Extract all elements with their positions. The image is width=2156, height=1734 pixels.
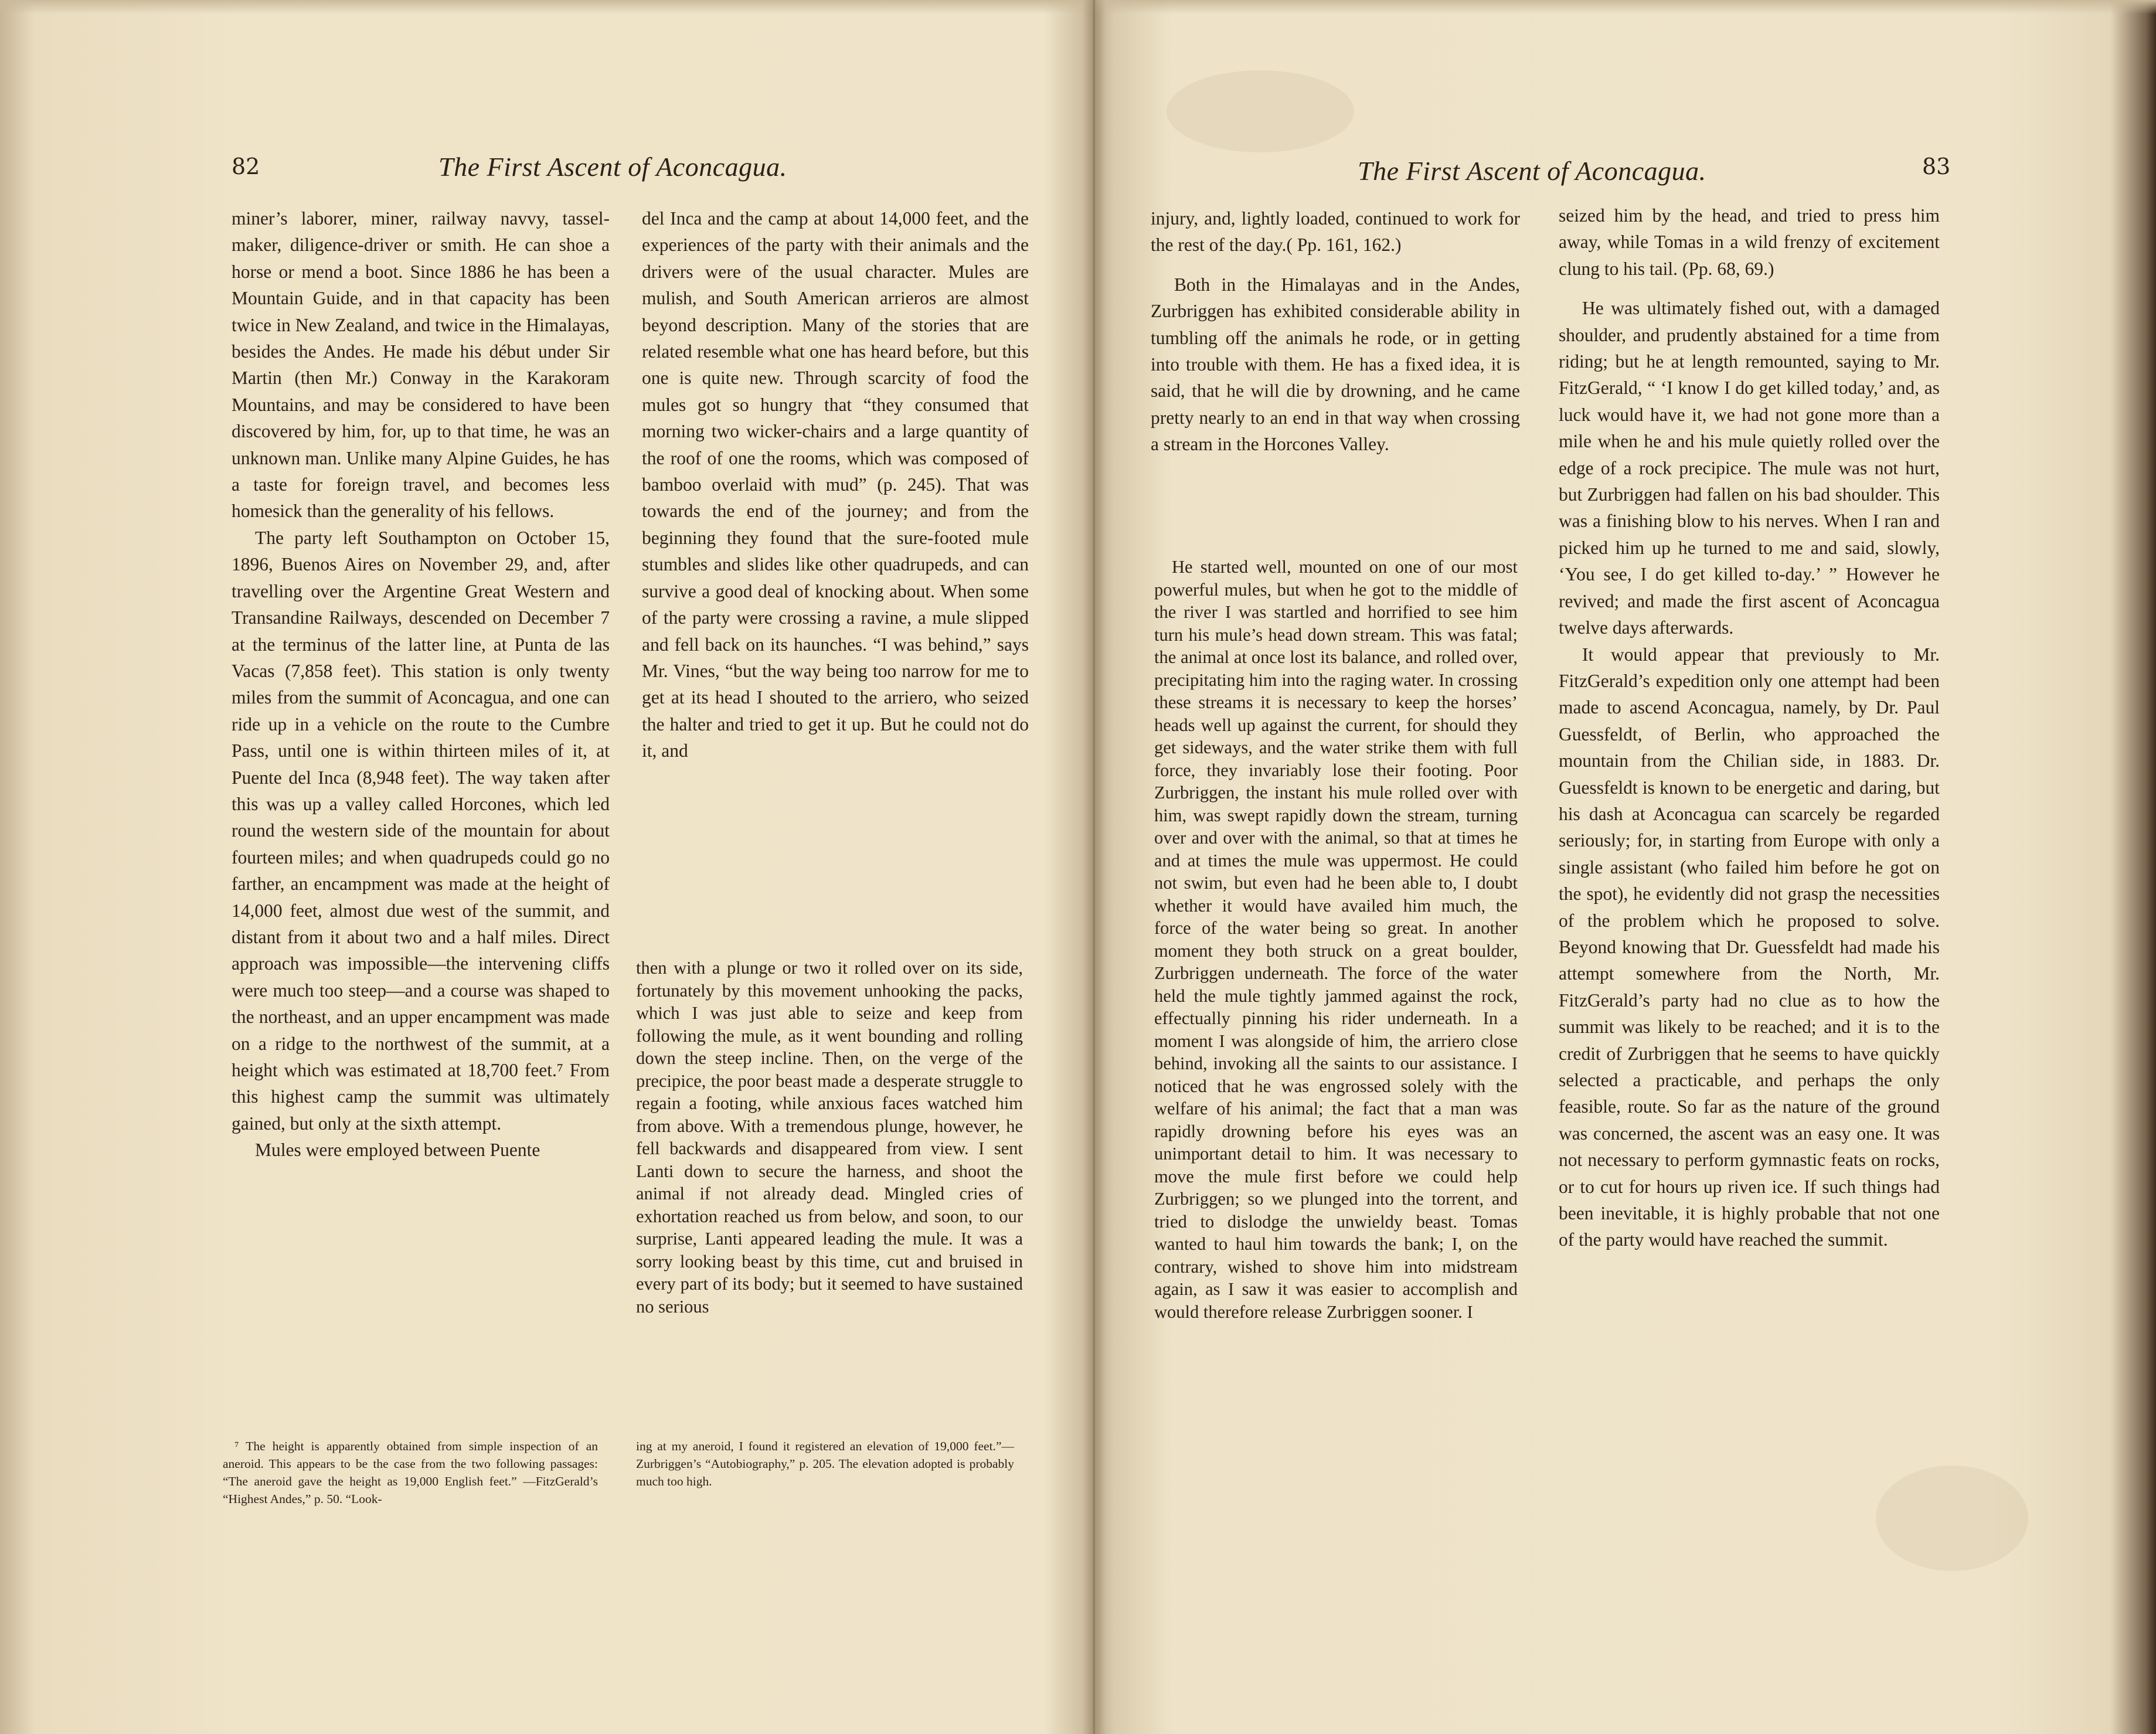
footnote-7: [223, 1437, 598, 1508]
right-page-column-1: [1151, 205, 1520, 458]
paragraph: injury, and, lightly loaded, continued to work for the rest of the day.( Pp. 161, 162.): [1151, 208, 1520, 256]
paragraph: It would appear that previously to Mr. FitzGerald’s expedition only one attempt had been made to ascend Aconcagua, namely, by Dr. Paul Guessfeldt, of Berlin, who approached the mountain from the Chilian side, in 1883. Dr. Guessfeldt is known to be energetic and daring, but his dash at Aconcagua can scarcely be regarded seriously; for, in starting from Europe with only a single assistant (who failed him before he got on the spot), he evidently did not grasp the necessities of the problem which he proposed to solve. Beyond knowing that Dr. Guessfeldt had made his attempt somewhere from the North, Mr. FitzGerald’s party had no clue as to how the summit was likely to be reached; and it is to the credit of Zurbriggen that he seems to have quickly selected a practicable, and perhaps the only feasible, route. So far as the nature of the ground was concerned, the ascent was an easy one. It was not necessary to perform gymnastic feats on rocks, or to cut for hours up riven ice. If such things had been inevitable, it is highly probable that not one of the party would have reached the summit.: [1559, 644, 1940, 1250]
book-gutter: [1082, 0, 1106, 1734]
quote-text: He started well, mounted on one of our most powerful mules, but when he got to the middle of the river I was startled and horrified to see him turn his mule’s head down stream. This was fatal; the animal at once lost its balance, and rolled over, precipitating him into the raging water. In crossing these streams it is necessary to keep the horses’ heads well up against the current, for should they get sideways, and the water strike them with full force, they invariably lose their footing. Poor Zurbriggen, the instant his mule rolled over with him, was swept rapidly down the stream, turning over and over with the animal, so that at times he and at times the mule was uppermost. He could not swim, but even had he been able to, I doubt whether it would have availed him much, the force of the water being so great. In another moment they both struck on a great boulder, Zurbriggen underneath. The force of the water held the mule tightly jammed against the rock, effectually pinning his rider underneath. In a moment I was alongside of him, the arriero close behind, invoking all the saints to our assistance. I noticed that he was engrossed solely with the welfare of his animal; the fact that a man was rapidly drowning before his eyes was an unimportant detail to him. It was necessary to move the mule first before we could help Zurbriggen; so we plunged into the torrent, and tried to dislodge the unwieldy beast. Tomas wanted to haul him towards the bank; I, on the contrary, wished to shove him into midstream again, as I saw it was easier to accomplish and would therefore release Zurbriggen sooner. I: [1154, 557, 1518, 1322]
left-page-column-1: [232, 205, 610, 1164]
paragraph: del Inca and the camp at about 14,000 feet, and the experiences of the party with their animals and the drivers were of the usual character. Mules are mulish, and South American arrieros are almost beyond description. Many of the stories that are related resemble what one has heard before, but this one is quite new. Through scarcity of food the mules got so hungry that “they consumed that morning two wicker-chairs and a large quantity of the roof of one the rooms, which was composed of bamboo overlaid with mud” (p. 245). That was towards the end of the journey; and from the beginning they found that the sure-footed mule stumbles and slides like other quadrupeds, and can survive a good deal of knocking about. When some of the party were crossing a ravine, a mule slipped and fell back on its haunches. “I was behind,” says Mr. Vines, “but the way being too narrow for me to get at its head I shouted to the arriero, who seized the halter and tried to get it up. But he could not do it, and: [642, 208, 1029, 761]
paragraph: Mules were employed between Puente: [255, 1140, 540, 1161]
footnote-7-continued: [636, 1437, 1014, 1490]
block-quote-mule-fall: [636, 957, 1023, 1318]
footnote-text: ing at my aneroid, I found it registered an elevation of 19,000 feet.”—Zurbriggen’s “Autobiography,” p. 205. The elevation adopted is probably much too high.: [636, 1439, 1014, 1488]
page-number: 83: [1922, 154, 1951, 179]
footnote-text: ⁷ The height is apparently obtained from simple inspection of an aneroid. This appears to be the case from the two following passages: “The aneroid gave the height as 19,000 English feet.” —FitzGerald’s “Highest Andes,” p. 50. “Look-: [223, 1439, 598, 1506]
left-page-column-2: [642, 205, 1029, 764]
right-page: [1106, 0, 2156, 1734]
running-head: The First Ascent of Aconcagua.: [438, 152, 787, 182]
paragraph: He was ultimately fished out, with a damaged shoulder, and prudently abstained for a time from riding; but he at length remounted, saying to Mr. FitzGerald, “ ‘I know I do get killed today,’ and, as luck would have it, we had not gone more than a mile when he and his mule quietly rolled over the edge of a rock precipice. The mule was not hurt, but Zurbriggen had fallen on his bad shoulder. This was a finishing blow to his nerves. When I ran and picked him up he turned to me and said, slowly, ‘You see, I do get killed to-day.’ ” However he revived; and made the first ascent of Aconcagua twelve days afterwards.: [1559, 298, 1940, 638]
paragraph: Both in the Himalayas and in the Andes, Zurbriggen has exhibited considerable ability in tumbling off the animals he rode, or in getting into trouble with them. He has a fixed idea, it is said, that he will die by drowning, and he came pretty nearly to an end in that way when crossing a stream in the Horcones Valley.: [1151, 274, 1520, 455]
paragraph: miner’s laborer, miner, railway navvy, tassel-maker, diligence-driver or smith. He can shoe a horse or mend a boot. Since 1886 he has been a Mountain Guide, and in that capacity has been twice in New Zealand, and twice in the Himalayas, besides the Andes. He made his début under Sir Martin (then Mr.) Conway in the Karakoram Mountains, and may be considered to have been discovered by him, for, up to that time, he was an unknown man. Unlike many Alpine Guides, he has a taste for foreign travel, and becomes less homesick than the generality of his fellows.: [232, 208, 610, 522]
running-head: The First Ascent of Aconcagua.: [1358, 156, 1706, 186]
paragraph: seized him by the head, and tried to press him away, while Tomas in a wild frenzy of excitement clung to his tail. (Pp. 68, 69.): [1559, 205, 1940, 279]
quote-text: then with a plunge or two it rolled over on its side, fortunately by this movement unhooking the packs, which I was just able to seize and keep from following the mule, as it went bounding and rolling down the steep incline. Then, on the verge of the precipice, the poor beast made a desperate struggle to regain a footing, while anxious faces watched him from above. With a tremendous plunge, however, he fell backwards and disappeared from view. I sent Lanti down to secure the harness, and shoot the animal if not already dead. Mingled cries of exhortation reached us from below, and soon, to our surprise, Lanti appeared leading the mule. It was a sorry looking beast by this time, cut and bruised in every part of its body; but it seemed to have sustained no serious: [636, 958, 1023, 1317]
block-quote-zurbriggen-drowning: [1154, 556, 1518, 1323]
right-page-column-2: [1559, 202, 1940, 1253]
page-number: 82: [232, 154, 260, 179]
paragraph: The party left Southampton on October 15, 1896, Buenos Aires on November 29, and, after travelling over the Argentine Great Western and Transandine Railways, descended on December 7 at the terminus of the latter line, at Punta de las Vacas (7,858 feet). This station is only twenty miles from the summit of Aconcagua, and one can ride up in a vehicle on the route to the Cumbre Pass, until one is within thirteen miles of it, at Puente del Inca (8,948 feet). The way taken after this was up a valley called Horcones, which led round the western side of the mountain for about fourteen miles; and when quadrupeds could go no farther, an encampment was made at the height of 14,000 feet, almost due west of the summit, and distant from it about two and a half miles. Direct approach was impossible—the intervening cliffs were much too steep—and a course was shaped to the northeast, and an upper encampment was made on a ridge to the northwest of the summit, at a height which was estimated at 18,700 feet.⁷ From this highest camp the summit was ultimately gained, but only at the sixth attempt.: [232, 527, 610, 1134]
